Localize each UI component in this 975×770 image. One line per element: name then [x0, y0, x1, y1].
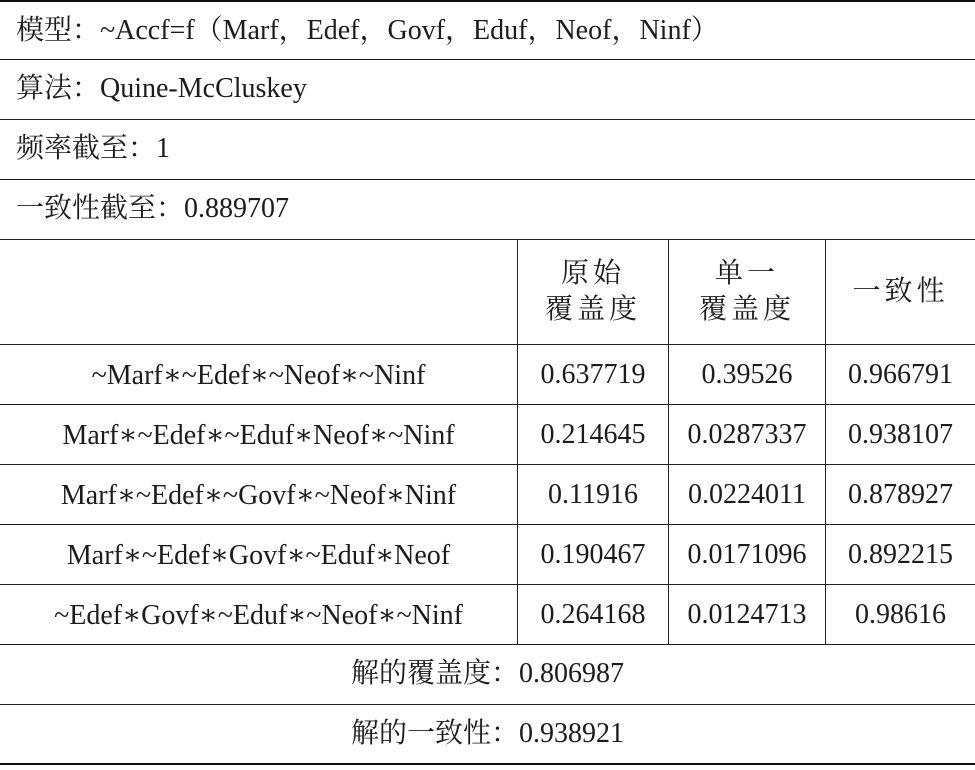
unique-coverage-cell: 0.0171096 [668, 525, 825, 585]
header-consistency-label: 一致性 [852, 276, 949, 307]
solution-table [0, 240, 975, 645]
config-cell: Marf∗~Edef∗~Eduf∗Neof∗~Ninf [0, 405, 517, 465]
header-raw-coverage-line-2: 覆盖度 [544, 294, 641, 325]
raw-coverage-cell: 0.637719 [517, 345, 668, 405]
frequency-cutoff-line: 频率截至：1 [0, 120, 975, 180]
header-unique-coverage-line-2: 覆盖度 [698, 294, 795, 325]
raw-coverage-cell: 0.264168 [517, 585, 668, 645]
header-consistency [825, 240, 975, 345]
consistency-cell: 0.98616 [825, 585, 975, 645]
raw-coverage-cell: 0.190467 [517, 525, 668, 585]
solution-consistency: 解的一致性：0.938921 [0, 705, 975, 765]
config-cell: Marf∗~Edef∗Govf∗~Eduf∗Neof [0, 525, 517, 585]
config-cell: ~Marf∗~Edef∗~Neof∗~Ninf [0, 345, 517, 405]
header-raw-coverage [517, 240, 668, 345]
algorithm-line: 算法：Quine-McCluskey [0, 60, 975, 120]
unique-coverage-cell: 0.39526 [668, 345, 825, 405]
header-unique-coverage-line-1: 单一 [714, 258, 779, 289]
raw-coverage-cell: 0.11916 [517, 465, 668, 525]
config-cell: ~Edef∗Govf∗~Eduf∗~Neof∗~Ninf [0, 585, 517, 645]
config-cell: Marf∗~Edef∗~Govf∗~Neof∗Ninf [0, 465, 517, 525]
unique-coverage-cell: 0.0124713 [668, 585, 825, 645]
solution-coverage: 解的覆盖度：0.806987 [0, 645, 975, 705]
header-blank-cell [0, 240, 517, 345]
header-raw-coverage-line-1: 原始 [560, 258, 625, 289]
consistency-cell: 0.878927 [825, 465, 975, 525]
unique-coverage-cell: 0.0224011 [668, 465, 825, 525]
header-unique-coverage [668, 240, 825, 345]
unique-coverage-cell: 0.0287337 [668, 405, 825, 465]
consistency-cell: 0.892215 [825, 525, 975, 585]
consistency-cell: 0.938107 [825, 405, 975, 465]
raw-coverage-cell: 0.214645 [517, 405, 668, 465]
consistency-cutoff-line: 一致性截至：0.889707 [0, 180, 975, 240]
model-formula: 模型：~Accf=f（Marf，Edef，Govf，Eduf，Neof，Ninf） [0, 0, 975, 60]
consistency-cell: 0.966791 [825, 345, 975, 405]
